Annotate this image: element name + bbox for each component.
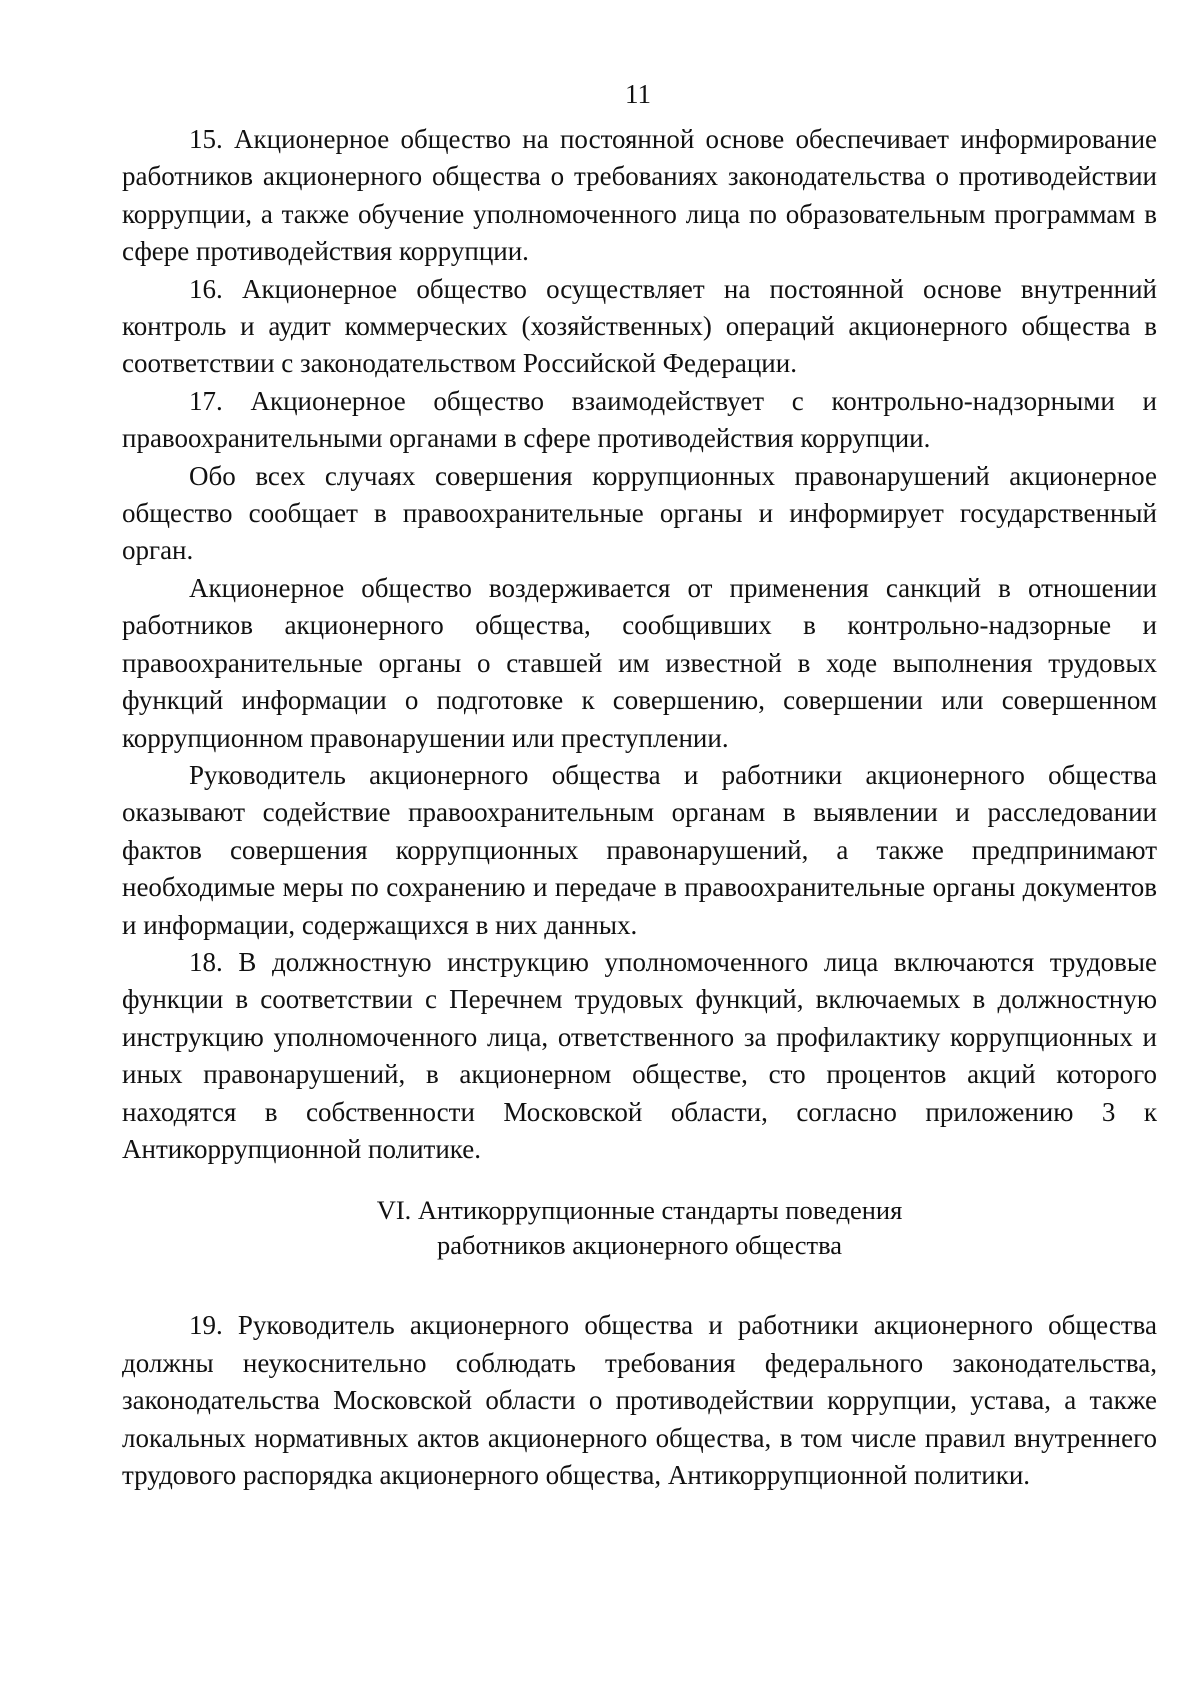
paragraph-17-sanctions: Акционерное общество воздерживается от применения санкций в отношении работников акционерного общества, сообщивших в контрольно-надзорные и правоохранительные органы о ставшей им известной в ходе выполнения трудовых функций информации о подготовке к совершению, совершении или совершенном коррупционном правонарушении или преступлении. [122, 572, 1157, 753]
paragraph-17-reporting: Обо всех случаях совершения коррупционных правонарушений акционерное общество сообщает в правоохранительные органы и информирует государственный орган. [122, 460, 1157, 566]
section-heading [122, 1193, 1157, 1263]
section-heading-line-1: VI. Антикоррупционные стандарты поведения [376, 1195, 903, 1226]
document-body [122, 121, 1157, 1494]
paragraph-18: 18. В должностную инструкцию уполномоченного лица включаются трудовые функции в соответствии с Перечнем трудовых функций, включаемых в должностную инструкцию уполномоченного лица, ответственного за профилактику коррупционных и иных правонарушений, в акционерном обществе, сто процентов акций которого находятся в собственности Московской области, согласно приложению 3 к Антикоррупционной политике. [122, 946, 1157, 1164]
paragraph-19: 19. Руководитель акционерного общества и работники акционерного общества должны неукоснительно соблюдать требования федерального законодательства, законодательства Московской области о противодействии коррупции, устава, а также локальных нормативных актов акционерного общества, в том числе правил внутреннего трудового распорядка акционерного общества, Антикоррупционной политики. [122, 1310, 1157, 1490]
paragraph-17: 17. Акционерное общество взаимодействует с контрольно-надзорными и правоохранительными органами в сфере противодействия коррупции. [122, 385, 1157, 454]
section-heading-line-2: работников акционерного общества [436, 1230, 843, 1261]
paragraph-15: 15. Акционерное общество на постоянной основе обеспечивает информирование работников акционерного общества о требованиях законодательства о противодействии коррупции, а также обучение уполномоченного лица по образовательным программам в сфере противодействия коррупции. [122, 124, 1157, 267]
paragraph-17-assistance: Руководитель акционерного общества и работники акционерного общества оказывают содействие правоохранительным органам в выявлении и расследовании фактов совершения коррупционных правонарушений, а также предпринимают необходимые меры по сохранению и передаче в правоохранительные органы документов и информации, содержащихся в них данных. [122, 759, 1157, 940]
paragraph-16: 16. Акционерное общество осуществляет на постоянной основе внутренний контроль и аудит коммерческих (хозяйственных) операций акционерного общества в соответствии с законодательством Российской Федерации. [122, 273, 1157, 379]
page-number: 11 [625, 79, 651, 109]
